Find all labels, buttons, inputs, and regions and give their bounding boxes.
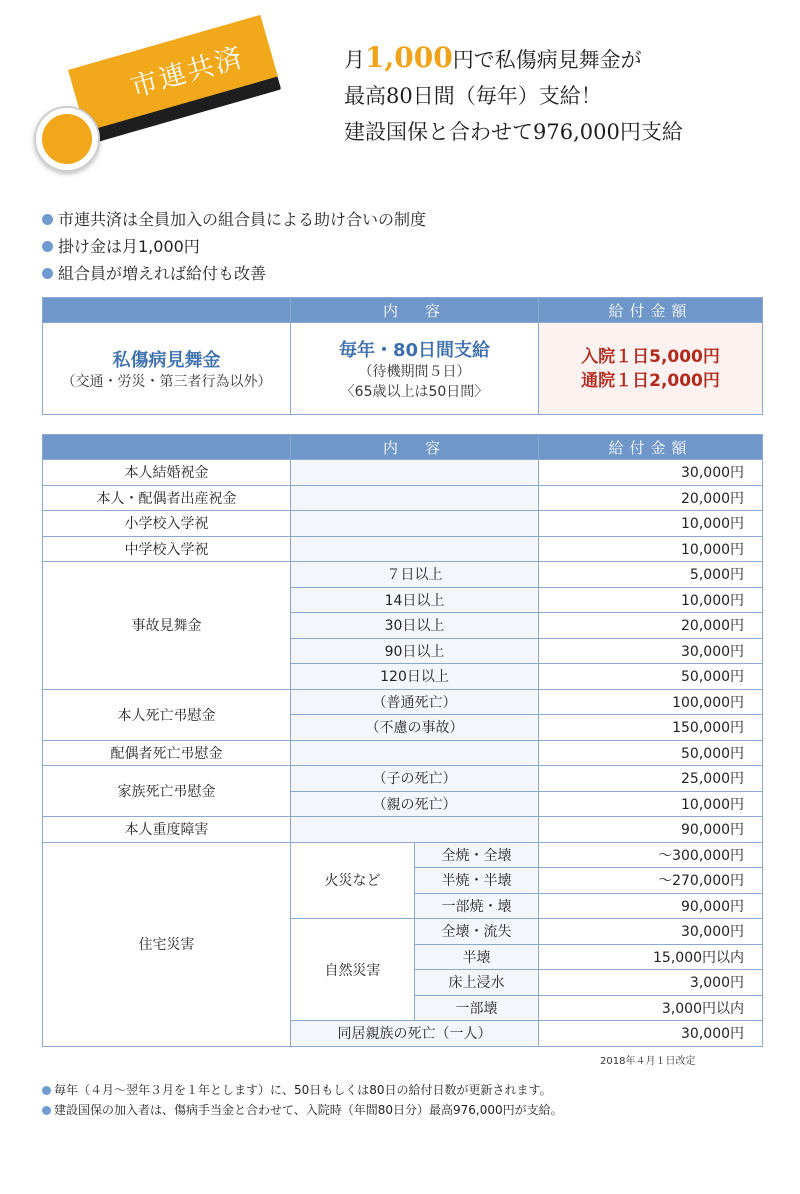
row-label: 本人・配偶者出産祝金: [43, 485, 291, 511]
row-content: 同居親族の死亡（一人）: [291, 1021, 539, 1047]
table-row: [43, 485, 763, 511]
row-content: （普通死亡）: [291, 689, 539, 715]
row-amount: 10,000円: [539, 791, 763, 817]
row-amount: 3,000円: [539, 970, 763, 996]
row-content: [291, 536, 539, 562]
row-content: 一部焼・壊: [415, 893, 539, 919]
bullet-item: [42, 260, 426, 287]
headline-amount: 1,000: [365, 41, 453, 74]
headline-line3: 建設国保と合わせて976,000円支給: [344, 120, 683, 144]
row-content: [291, 817, 539, 843]
table-row: [43, 511, 763, 537]
table-row: [43, 460, 763, 486]
sickness-content-note2: 〈65歳以上は50日間〉: [340, 383, 489, 400]
header-amount: 給付金額: [539, 435, 763, 460]
row-content: 14日以上: [291, 587, 539, 613]
sickness-content-note1: （待機期間５日）: [358, 363, 471, 380]
bullet-text: 組合員が増えれば給付も改善: [58, 264, 267, 283]
row-content: 一部壊: [415, 995, 539, 1021]
row-amount: ～270,000円: [539, 868, 763, 894]
header-amount: 給付金額: [539, 298, 763, 323]
logo-badge: [28, 40, 298, 170]
pay-outpatient: 通院１日2,000円: [581, 370, 720, 391]
table-row: [43, 536, 763, 562]
row-content: （子の死亡）: [291, 766, 539, 792]
header-content: 内 容: [291, 298, 539, 323]
headline-line1-post: 円で私傷病見舞金が: [452, 48, 642, 72]
row-amount: 25,000円: [539, 766, 763, 792]
row-label: 本人死亡弔慰金: [43, 689, 291, 740]
headline-line1-pre: 月: [344, 48, 365, 72]
header-content: 内 容: [291, 435, 539, 460]
bullet-dot-icon: [42, 1086, 51, 1095]
table-row: [43, 689, 763, 715]
row-label: 家族死亡弔慰金: [43, 766, 291, 817]
footnote-text: 建設国保の加入者は、傷病手当金と合わせて、入院時（年間80日分）最高976,000円が支給。: [54, 1103, 563, 1117]
row-content: [291, 511, 539, 537]
sickness-benefit-table: [42, 297, 763, 415]
table-row: [43, 740, 763, 766]
row-amount: 5,000円: [539, 562, 763, 588]
bullet-dot-icon: [42, 241, 53, 252]
row-label: 中学校入学祝: [43, 536, 291, 562]
bullet-item: [42, 206, 426, 233]
row-amount: 100,000円: [539, 689, 763, 715]
row-amount: 20,000円: [539, 485, 763, 511]
row-amount: 30,000円: [539, 919, 763, 945]
row-amount: 50,000円: [539, 740, 763, 766]
row-label: 小学校入学祝: [43, 511, 291, 537]
headline-line1: [344, 40, 683, 78]
row-amount: 50,000円: [539, 664, 763, 690]
row-amount: 90,000円: [539, 893, 763, 919]
benefits-table: [42, 434, 763, 1047]
header-empty: [43, 435, 291, 460]
table-row: [43, 842, 763, 868]
bullet-dot-icon: [42, 214, 53, 225]
sickness-content-cell: [291, 323, 539, 415]
row-amount: 30,000円: [539, 638, 763, 664]
row-content: [291, 485, 539, 511]
row-sublabel: 自然災害: [291, 919, 415, 1021]
footnotes: [42, 1080, 563, 1120]
footnote-text: 毎年（４月～翌年３月を１年とします）に、50日もしくは80日の給付日数が更新されます。: [54, 1083, 552, 1097]
row-label: 本人結婚祝金: [43, 460, 291, 486]
row-content: （親の死亡）: [291, 791, 539, 817]
row-content: 全壊・流失: [415, 919, 539, 945]
logo-text: 市連共済: [127, 41, 248, 104]
row-amount: ～300,000円: [539, 842, 763, 868]
row-amount: 150,000円: [539, 715, 763, 741]
row-amount: 3,000円以内: [539, 995, 763, 1021]
sickness-pay-cell: [539, 323, 763, 415]
row-label: 本人重度障害: [43, 817, 291, 843]
row-amount: 20,000円: [539, 613, 763, 639]
row-content: 120日以上: [291, 664, 539, 690]
row-amount: 10,000円: [539, 536, 763, 562]
row-content: [291, 740, 539, 766]
row-content: 半焼・半壊: [415, 868, 539, 894]
logo-dot-icon: [42, 114, 92, 164]
row-label: 住宅災害: [43, 842, 291, 1046]
revision-note: 2018年４月１日改定: [600, 1056, 696, 1067]
row-content: 30日以上: [291, 613, 539, 639]
bullet-text: 市連共済は全員加入の組合員による助け合いの制度: [58, 210, 427, 229]
footnote-item: [42, 1080, 563, 1100]
row-sublabel: 火災など: [291, 842, 415, 919]
row-content: 床上浸水: [415, 970, 539, 996]
headline-line2: 最高80日間（毎年）支給！: [344, 84, 602, 108]
footnote-item: [42, 1100, 563, 1120]
table-row: [43, 817, 763, 843]
bullet-dot-icon: [42, 268, 53, 279]
row-label: 事故見舞金: [43, 562, 291, 690]
row-label: 配偶者死亡弔慰金: [43, 740, 291, 766]
sickness-title-note: （交通・労災・第三者行為以外）: [61, 373, 272, 390]
row-amount: 15,000円以内: [539, 944, 763, 970]
row-amount: 30,000円: [539, 1021, 763, 1047]
row-amount: 90,000円: [539, 817, 763, 843]
bullet-item: [42, 233, 426, 260]
sickness-content-title: 毎年・80日間支給: [338, 339, 491, 361]
bullet-dot-icon: [42, 1106, 51, 1115]
row-content: 半壊: [415, 944, 539, 970]
sickness-title: 私傷病見舞金: [112, 349, 221, 371]
table-row: [43, 562, 763, 588]
pay-inpatient: 入院１日5,000円: [581, 346, 720, 367]
feature-bullets: [42, 206, 426, 287]
row-content: ７日以上: [291, 562, 539, 588]
row-content: 90日以上: [291, 638, 539, 664]
sickness-title-cell: [43, 323, 291, 415]
row-content: 全焼・全壊: [415, 842, 539, 868]
header-empty: [43, 298, 291, 323]
bullet-text: 掛け金は月1,000円: [58, 237, 200, 256]
row-amount: 30,000円: [539, 460, 763, 486]
row-content: [291, 460, 539, 486]
table-row: [43, 766, 763, 792]
row-amount: 10,000円: [539, 587, 763, 613]
row-amount: 10,000円: [539, 511, 763, 537]
headline: [344, 40, 683, 150]
row-content: （不慮の事故）: [291, 715, 539, 741]
